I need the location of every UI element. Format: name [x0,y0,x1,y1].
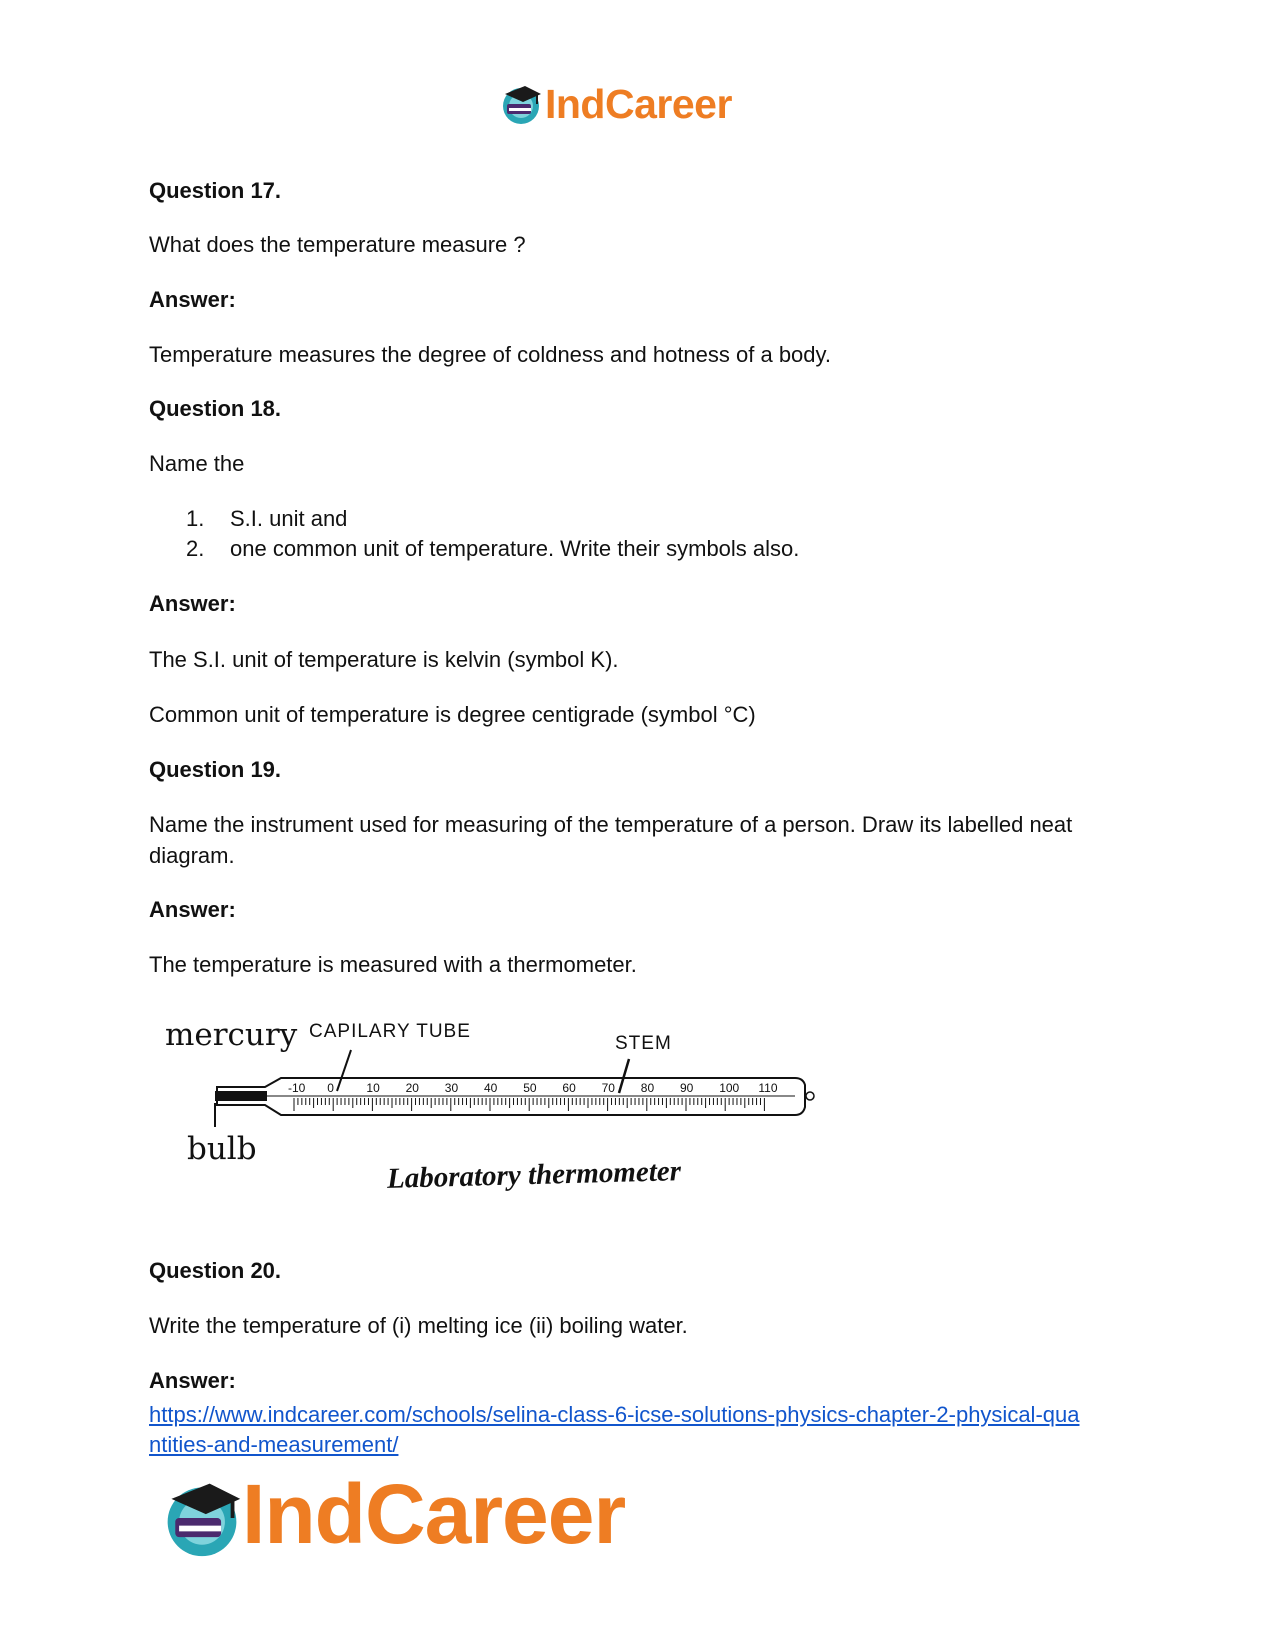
stem-pointer [619,1059,629,1093]
scale-label: 40 [484,1081,498,1095]
mercury-column [215,1091,267,1101]
question-19-line2: diagram. [149,843,235,868]
capillary-pointer [337,1050,351,1091]
scale-label: 20 [405,1081,419,1095]
scale-label: 80 [640,1081,655,1095]
capillary-tube-label: CAPILARY TUBE [309,1021,471,1042]
answer-18-line1: The S.I. unit of temperature is kelvin (symbol K). [149,647,619,672]
stem-label: STEM [615,1033,672,1054]
question-18-text: Name the [149,451,245,476]
answer-20-label: Answer: [149,1368,236,1393]
graduation-globe-icon [499,82,543,126]
scale-label: 110 [758,1081,778,1095]
answer-19-label: Answer: [149,897,236,922]
logo-text: IndCareer [545,81,732,127]
question-19-line1: Name the instrument used for measuring of the temperature of a person. Draw its labelled neat [149,812,1073,837]
list-item: one common unit of temperature. Write their symbols also. [230,536,800,561]
answer-17-text: Temperature measures the degree of coldness and hotness of a body. [149,342,832,367]
graduation-globe-icon [160,1476,244,1560]
scale-label: 30 [444,1081,459,1095]
question-20-title: Question 20. [149,1258,282,1283]
list-item: S.I. unit and [230,506,348,531]
footer-logo [160,1467,720,1561]
scale-label: 50 [523,1081,537,1095]
thermometer-diagram [155,1015,825,1220]
answer-19-text: The temperature is measured with a thermometer. [149,952,637,977]
bulb-label: bulb [187,1131,257,1167]
question-18-title: Question 18. [149,396,282,421]
question-17-title: Question 17. [149,178,282,203]
scale-label: 100 [719,1081,740,1095]
mercury-label: mercury [165,1017,298,1053]
scale-label: 0 [327,1081,334,1095]
question-17-text: What does the temperature measure ? [149,232,526,257]
solution-link-line2[interactable]: ntities-and-measurement/ [149,1432,399,1457]
thermometer-drawing [155,1015,825,1155]
solution-link-line1[interactable]: https://www.indcareer.com/schools/selina-class-6-icse-solutions-physics-chapter-2-physical-qua [149,1402,1080,1427]
answer-17-label: Answer: [149,287,236,312]
header-logo [499,78,779,130]
answer-18-label: Answer: [149,591,236,616]
scale-label: 90 [680,1081,694,1095]
scale-label: 70 [601,1081,615,1095]
answer-18-line2: Common unit of temperature is degree centigrade (symbol °C) [149,702,756,727]
scale-label: 60 [562,1081,576,1095]
logo-text: IndCareer [242,1467,626,1561]
list-item-number: 2. [186,536,205,561]
list-item-number: 1. [186,506,205,531]
scale-label: -10 [288,1081,306,1095]
diagram-caption: Laboratory thermometer [386,1155,682,1195]
scale-label: 10 [366,1081,380,1095]
question-19-title: Question 19. [149,757,282,782]
question-20-text: Write the temperature of (i) melting ice (ii) boiling water. [149,1313,688,1338]
